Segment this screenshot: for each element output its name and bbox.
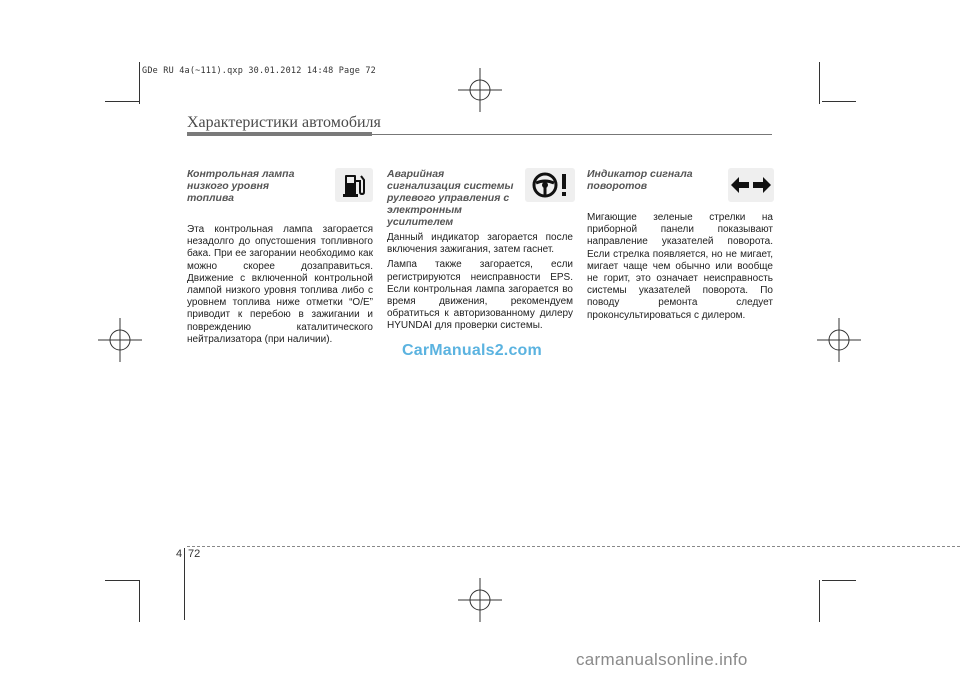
crop-mark — [139, 62, 140, 104]
heading-eps-warning: Аварийная сигнализация системы рулевого управления с электронным усилителем — [387, 168, 514, 228]
paragraph: Мигающие зеленые стрелки на приборной панели показывают направление указателей поворота. Если стрелка появляется, но не мигает, мигает чаще чем обычно или вообще не горит, это означает неисправность системы указателей поворота. По поводу ремонта следует проконсультироваться с дилером. — [587, 212, 773, 321]
crop-mark — [139, 580, 140, 622]
fuel-pump-icon — [335, 168, 373, 202]
registration-mark-top — [458, 68, 502, 112]
paragraph: Лампа также загорается, если регистрируются неисправности EPS. Если контрольная лампа загорается во время движения, рекомендуем обратиться к авторизованному дилеру HYUNDAI для проверки системы. — [387, 259, 573, 332]
section-title: Характеристики автомобиля — [187, 114, 381, 131]
gutter-line — [184, 548, 185, 620]
registration-mark-left — [98, 318, 142, 362]
steering-warning-icon — [525, 168, 575, 202]
heading-turn-signal: Индикатор сигнала поворотов — [587, 168, 693, 192]
registration-mark-bottom — [458, 578, 502, 622]
page-number: 72 — [188, 548, 201, 560]
crop-mark — [105, 101, 139, 102]
body-fuel-warning — [187, 224, 373, 346]
title-rule — [372, 134, 772, 135]
body-eps-warning — [387, 232, 573, 333]
crop-mark — [819, 580, 820, 622]
print-slug: GDe RU 4a(~111).qxp 30.01.2012 14:48 Page 72 — [142, 66, 376, 76]
chapter-number: 4 — [176, 548, 183, 560]
paragraph: Эта контрольная лампа загорается незадолго до опустошения топливного бака. При ее загорании необходимо как можно скорее дозаправиться. Движение с включенной контрольной лампой низкого уровня топлива либо с уровнем топлива ниже отметки “O/E” приводит к перебою в зажигании и повреждению каталитического нейтрализатора (при наличии). — [187, 224, 373, 345]
turn-signal-arrows-icon — [728, 168, 774, 202]
title-bar — [187, 132, 372, 136]
footer-dashed-rule — [187, 546, 960, 547]
crop-mark — [105, 580, 139, 581]
registration-mark-right — [817, 318, 861, 362]
heading-fuel-warning: Контрольная лампа низкого уровня топлива — [187, 168, 295, 204]
crop-mark — [822, 101, 856, 102]
crop-mark — [819, 62, 820, 104]
watermark-link[interactable]: CarManuals2.com — [402, 342, 542, 359]
body-turn-signal — [587, 212, 773, 322]
paragraph: Данный индикатор загорается после включения зажигания, затем гаснет. — [387, 232, 573, 256]
footer-site-link[interactable]: carmanualsonline.info — [576, 650, 748, 669]
crop-mark — [822, 580, 856, 581]
